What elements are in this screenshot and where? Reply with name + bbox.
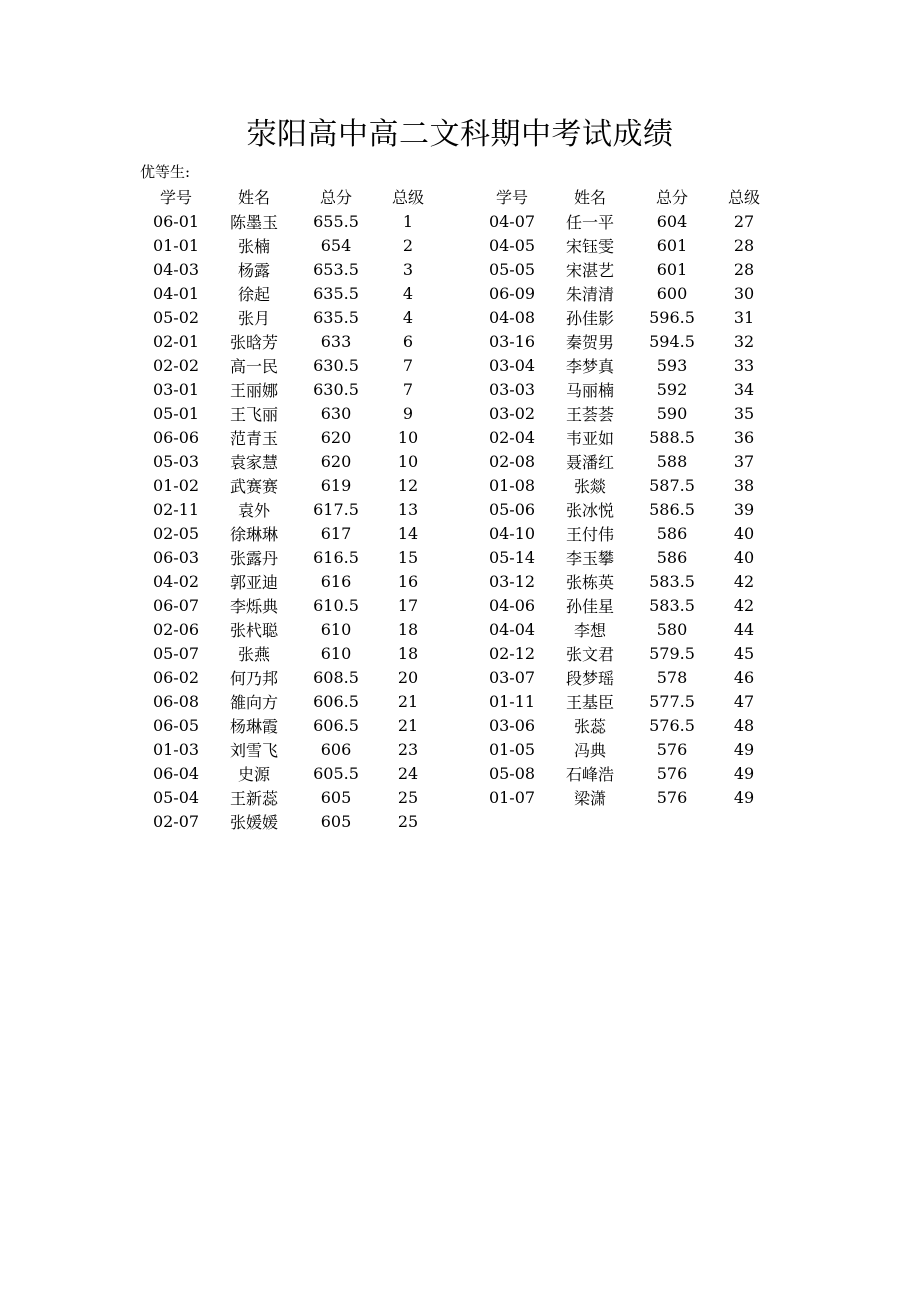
cell-rank: 16: [397, 571, 419, 591]
table-row: [140, 737, 440, 761]
cell-rank: 24: [397, 763, 419, 783]
cell-total-score: 588.5: [649, 427, 695, 447]
cell-name: 王飞丽: [229, 404, 278, 424]
table-row: [140, 257, 440, 281]
cell-name: 张杙聪: [229, 620, 278, 640]
cell-total-score: 593: [656, 355, 688, 375]
cell-rank: 18: [397, 643, 419, 663]
table-row: [476, 425, 776, 449]
cell-rank: 31: [733, 307, 755, 327]
cell-total-score: 619: [320, 475, 352, 495]
table-row: [476, 329, 776, 353]
cell-student-id: 02-02: [152, 355, 200, 375]
table-row: [476, 281, 776, 305]
cell-rank: 34: [733, 379, 755, 399]
cell-total-score: 586: [656, 523, 688, 543]
cell-name: 冯典: [573, 740, 606, 760]
table-row: [140, 425, 440, 449]
table-row: [476, 785, 776, 809]
cell-name: 宋湛艺: [565, 260, 614, 280]
cell-rank: 7: [402, 379, 414, 399]
cell-student-id: 03-03: [488, 379, 536, 399]
cell-rank: 1: [402, 211, 414, 231]
cell-rank: 39: [733, 499, 755, 519]
table-row: [140, 449, 440, 473]
cell-student-id: 03-01: [152, 379, 200, 399]
cell-student-id: 03-07: [488, 667, 536, 687]
cell-student-id: 03-16: [488, 331, 536, 351]
cell-name: 秦贺男: [565, 332, 614, 352]
cell-rank: 27: [733, 211, 755, 231]
cell-student-id: 02-11: [152, 499, 200, 519]
cell-name: 李烁典: [229, 596, 278, 616]
table-row: [140, 809, 440, 833]
header-total-score: 总分: [655, 187, 688, 207]
cell-total-score: 576: [656, 763, 688, 783]
cell-rank: 14: [397, 523, 419, 543]
cell-total-score: 576: [656, 787, 688, 807]
cell-total-score: 580: [656, 619, 688, 639]
cell-student-id: 01-11: [488, 691, 536, 711]
cell-rank: 2: [402, 235, 414, 255]
cell-rank: 15: [397, 547, 419, 567]
cell-rank: 45: [733, 643, 755, 663]
cell-rank: 49: [733, 763, 755, 783]
cell-student-id: 04-06: [488, 595, 536, 615]
cell-student-id: 02-01: [152, 331, 200, 351]
cell-student-id: 06-08: [152, 691, 200, 711]
table-row: [140, 377, 440, 401]
cell-total-score: 576.5: [649, 715, 695, 735]
table-row: [140, 401, 440, 425]
cell-name: 范青玉: [229, 428, 278, 448]
cell-total-score: 578: [656, 667, 688, 687]
cell-name: 郭亚迪: [229, 572, 278, 592]
grade-table-right: [476, 183, 776, 809]
cell-total-score: 587.5: [649, 475, 695, 495]
table-row: [476, 593, 776, 617]
cell-student-id: 05-06: [488, 499, 536, 519]
cell-student-id: 01-03: [152, 739, 200, 759]
cell-rank: 48: [733, 715, 755, 735]
cell-name: 石峰浩: [565, 764, 614, 784]
table-row: [140, 473, 440, 497]
cell-total-score: 596.5: [649, 307, 695, 327]
table-row: [476, 521, 776, 545]
table-row: [476, 257, 776, 281]
cell-rank: 38: [733, 475, 755, 495]
cell-name: 杨露: [237, 260, 270, 280]
table-row: [140, 593, 440, 617]
cell-student-id: 06-06: [152, 427, 200, 447]
cell-total-score: 601: [656, 259, 688, 279]
cell-student-id: 04-02: [152, 571, 200, 591]
cell-student-id: 01-01: [152, 235, 200, 255]
cell-total-score: 616.5: [313, 547, 359, 567]
cell-name: 李想: [573, 620, 606, 640]
cell-student-id: 05-01: [152, 403, 200, 423]
table-row: [476, 737, 776, 761]
table-row: [476, 761, 776, 785]
header-name: 姓名: [573, 187, 606, 207]
table-row: [476, 305, 776, 329]
cell-total-score: 579.5: [649, 643, 695, 663]
table-row: [476, 401, 776, 425]
table-row: [140, 497, 440, 521]
cell-total-score: 577.5: [649, 691, 695, 711]
cell-total-score: 630.5: [313, 355, 359, 375]
cell-student-id: 04-08: [488, 307, 536, 327]
cell-total-score: 606.5: [313, 691, 359, 711]
table-row: [140, 665, 440, 689]
cell-name: 孙佳星: [565, 596, 614, 616]
cell-name: 刘雪飞: [229, 740, 278, 760]
cell-name: 梁潇: [573, 788, 606, 808]
cell-name: 张楠: [237, 236, 270, 256]
table-row: [140, 785, 440, 809]
cell-rank: 20: [397, 667, 419, 687]
cell-name: 高一民: [229, 356, 278, 376]
cell-student-id: 06-02: [152, 667, 200, 687]
table-body-right: [476, 209, 776, 809]
cell-total-score: 655.5: [313, 211, 359, 231]
cell-total-score: 586.5: [649, 499, 695, 519]
cell-name: 张蕊: [573, 716, 606, 736]
cell-student-id: 03-06: [488, 715, 536, 735]
cell-rank: 36: [733, 427, 755, 447]
cell-name: 张冰悦: [565, 500, 614, 520]
cell-name: 王基臣: [565, 692, 614, 712]
cell-student-id: 05-14: [488, 547, 536, 567]
table-row: [476, 497, 776, 521]
cell-rank: 28: [733, 259, 755, 279]
cell-rank: 35: [733, 403, 755, 423]
cell-student-id: 01-05: [488, 739, 536, 759]
table-row: [140, 641, 440, 665]
cell-total-score: 633: [320, 331, 352, 351]
cell-rank: 21: [397, 715, 419, 735]
cell-student-id: 02-05: [152, 523, 200, 543]
cell-name: 张露丹: [229, 548, 278, 568]
cell-student-id: 02-07: [152, 811, 200, 831]
cell-student-id: 03-04: [488, 355, 536, 375]
cell-total-score: 604: [656, 211, 688, 231]
cell-total-score: 635.5: [313, 283, 359, 303]
cell-total-score: 616: [320, 571, 352, 591]
cell-total-score: 606: [320, 739, 352, 759]
header-name: 姓名: [237, 187, 270, 207]
cell-rank: 4: [402, 283, 414, 303]
cell-rank: 10: [397, 451, 419, 471]
grade-table-left: [140, 183, 440, 833]
table-row: [476, 641, 776, 665]
cell-total-score: 635.5: [313, 307, 359, 327]
cell-name: 徐起: [237, 284, 270, 304]
cell-name: 王荟荟: [565, 404, 614, 424]
cell-name: 陈墨玉: [229, 212, 278, 232]
cell-rank: 23: [397, 739, 419, 759]
cell-student-id: 03-02: [488, 403, 536, 423]
table-row: [476, 713, 776, 737]
cell-student-id: 05-05: [488, 259, 536, 279]
cell-rank: 7: [402, 355, 414, 375]
cell-name: 张燚: [573, 476, 606, 496]
table-body-left: [140, 209, 440, 833]
cell-student-id: 05-07: [152, 643, 200, 663]
cell-name: 徐琳琳: [229, 524, 278, 544]
table-row: [140, 617, 440, 641]
table-row: [140, 521, 440, 545]
cell-total-score: 654: [320, 235, 352, 255]
cell-name: 李玉攀: [565, 548, 614, 568]
cell-name: 袁家慧: [229, 452, 278, 472]
cell-name: 袁外: [237, 500, 270, 520]
cell-total-score: 610.5: [313, 595, 359, 615]
cell-name: 聂潘红: [565, 452, 614, 472]
table-row: [140, 281, 440, 305]
cell-total-score: 594.5: [649, 331, 695, 351]
cell-student-id: 01-08: [488, 475, 536, 495]
table-row: [476, 665, 776, 689]
cell-rank: 28: [733, 235, 755, 255]
cell-rank: 21: [397, 691, 419, 711]
cell-name: 张文君: [565, 644, 614, 664]
cell-rank: 40: [733, 523, 755, 543]
cell-total-score: 605.5: [313, 763, 359, 783]
table-row: [140, 233, 440, 257]
cell-name: 王付伟: [565, 524, 614, 544]
cell-name: 杨琳霞: [229, 716, 278, 736]
cell-total-score: 610: [320, 643, 352, 663]
table-row: [476, 377, 776, 401]
table-row: [476, 617, 776, 641]
cell-student-id: 06-03: [152, 547, 200, 567]
cell-rank: 13: [397, 499, 419, 519]
cell-rank: 42: [733, 571, 755, 591]
cell-total-score: 610: [320, 619, 352, 639]
table-row: [476, 569, 776, 593]
cell-name: 雒向方: [229, 692, 278, 712]
cell-student-id: 04-10: [488, 523, 536, 543]
cell-total-score: 630.5: [313, 379, 359, 399]
cell-student-id: 02-12: [488, 643, 536, 663]
table-row: [476, 233, 776, 257]
cell-name: 马丽楠: [565, 380, 614, 400]
cell-total-score: 620: [320, 427, 352, 447]
cell-rank: 46: [733, 667, 755, 687]
cell-name: 宋钰雯: [565, 236, 614, 256]
cell-rank: 18: [397, 619, 419, 639]
table-row: [140, 209, 440, 233]
cell-student-id: 05-03: [152, 451, 200, 471]
cell-student-id: 05-02: [152, 307, 200, 327]
cell-rank: 37: [733, 451, 755, 471]
cell-student-id: 05-08: [488, 763, 536, 783]
cell-name: 武赛赛: [229, 476, 278, 496]
table-row: [476, 353, 776, 377]
header-student-id: 学号: [495, 187, 528, 207]
cell-rank: 3: [402, 259, 414, 279]
cell-rank: 10: [397, 427, 419, 447]
cell-rank: 40: [733, 547, 755, 567]
cell-student-id: 06-07: [152, 595, 200, 615]
cell-name: 王新蕊: [229, 788, 278, 808]
cell-total-score: 605: [320, 811, 352, 831]
cell-name: 张燕: [237, 644, 270, 664]
cell-student-id: 05-04: [152, 787, 200, 807]
cell-name: 张栋英: [565, 572, 614, 592]
table-row: [476, 473, 776, 497]
cell-total-score: 588: [656, 451, 688, 471]
cell-total-score: 606.5: [313, 715, 359, 735]
cell-rank: 17: [397, 595, 419, 615]
cell-rank: 4: [402, 307, 414, 327]
table-row: [140, 545, 440, 569]
table-row: [140, 569, 440, 593]
cell-student-id: 04-05: [488, 235, 536, 255]
cell-name: 张月: [237, 308, 270, 328]
table-row: [476, 449, 776, 473]
cell-student-id: 04-03: [152, 259, 200, 279]
cell-total-score: 583.5: [649, 571, 695, 591]
table-row: [140, 713, 440, 737]
cell-total-score: 601: [656, 235, 688, 255]
cell-rank: 44: [733, 619, 755, 639]
cell-rank: 47: [733, 691, 755, 711]
cell-total-score: 600: [656, 283, 688, 303]
table-row: [140, 353, 440, 377]
cell-rank: 30: [733, 283, 755, 303]
cell-total-score: 576: [656, 739, 688, 759]
header-student-id: 学号: [159, 187, 192, 207]
table-row: [140, 329, 440, 353]
section-label: 优等生:: [140, 163, 191, 181]
cell-rank: 12: [397, 475, 419, 495]
cell-total-score: 583.5: [649, 595, 695, 615]
cell-total-score: 630: [320, 403, 352, 423]
cell-student-id: 02-08: [488, 451, 536, 471]
cell-name: 任一平: [565, 212, 614, 232]
cell-name: 何乃邦: [229, 668, 278, 688]
header-rank: 总级: [391, 187, 424, 207]
cell-student-id: 06-01: [152, 211, 200, 231]
cell-student-id: 02-04: [488, 427, 536, 447]
cell-student-id: 04-07: [488, 211, 536, 231]
cell-student-id: 03-12: [488, 571, 536, 591]
cell-rank: 6: [402, 331, 414, 351]
cell-name: 孙佳影: [565, 308, 614, 328]
cell-name: 史源: [237, 764, 270, 784]
cell-rank: 9: [402, 403, 414, 423]
cell-student-id: 04-04: [488, 619, 536, 639]
table-row: [476, 689, 776, 713]
table-row: [476, 545, 776, 569]
cell-name: 朱清清: [565, 284, 614, 304]
cell-total-score: 592: [656, 379, 688, 399]
cell-total-score: 605: [320, 787, 352, 807]
cell-student-id: 06-05: [152, 715, 200, 735]
cell-name: 张晗芳: [229, 332, 278, 352]
cell-total-score: 653.5: [313, 259, 359, 279]
cell-rank: 42: [733, 595, 755, 615]
table-row: [140, 305, 440, 329]
table-row: [476, 209, 776, 233]
table-header-row: [476, 183, 776, 209]
cell-total-score: 620: [320, 451, 352, 471]
cell-name: 李梦真: [565, 356, 614, 376]
cell-rank: 33: [733, 355, 755, 375]
cell-rank: 25: [397, 787, 419, 807]
cell-student-id: 04-01: [152, 283, 200, 303]
cell-student-id: 06-04: [152, 763, 200, 783]
header-total-score: 总分: [319, 187, 352, 207]
cell-rank: 49: [733, 787, 755, 807]
cell-student-id: 02-06: [152, 619, 200, 639]
cell-rank: 32: [733, 331, 755, 351]
cell-name: 王丽娜: [229, 380, 278, 400]
table-row: [140, 761, 440, 785]
cell-total-score: 608.5: [313, 667, 359, 687]
header-rank: 总级: [727, 187, 760, 207]
cell-total-score: 586: [656, 547, 688, 567]
cell-student-id: 01-07: [488, 787, 536, 807]
cell-name: 段梦瑶: [565, 668, 614, 688]
cell-total-score: 617: [320, 523, 352, 543]
cell-student-id: 06-09: [488, 283, 536, 303]
cell-name: 张媛媛: [229, 812, 278, 832]
cell-total-score: 590: [656, 403, 688, 423]
cell-total-score: 617.5: [313, 499, 359, 519]
table-header-row: [140, 183, 440, 209]
cell-rank: 49: [733, 739, 755, 759]
cell-name: 韦亚如: [565, 428, 614, 448]
cell-student-id: 01-02: [152, 475, 200, 495]
table-row: [140, 689, 440, 713]
cell-rank: 25: [397, 811, 419, 831]
page-title: 荥阳高中高二文科期中考试成绩: [246, 117, 674, 152]
